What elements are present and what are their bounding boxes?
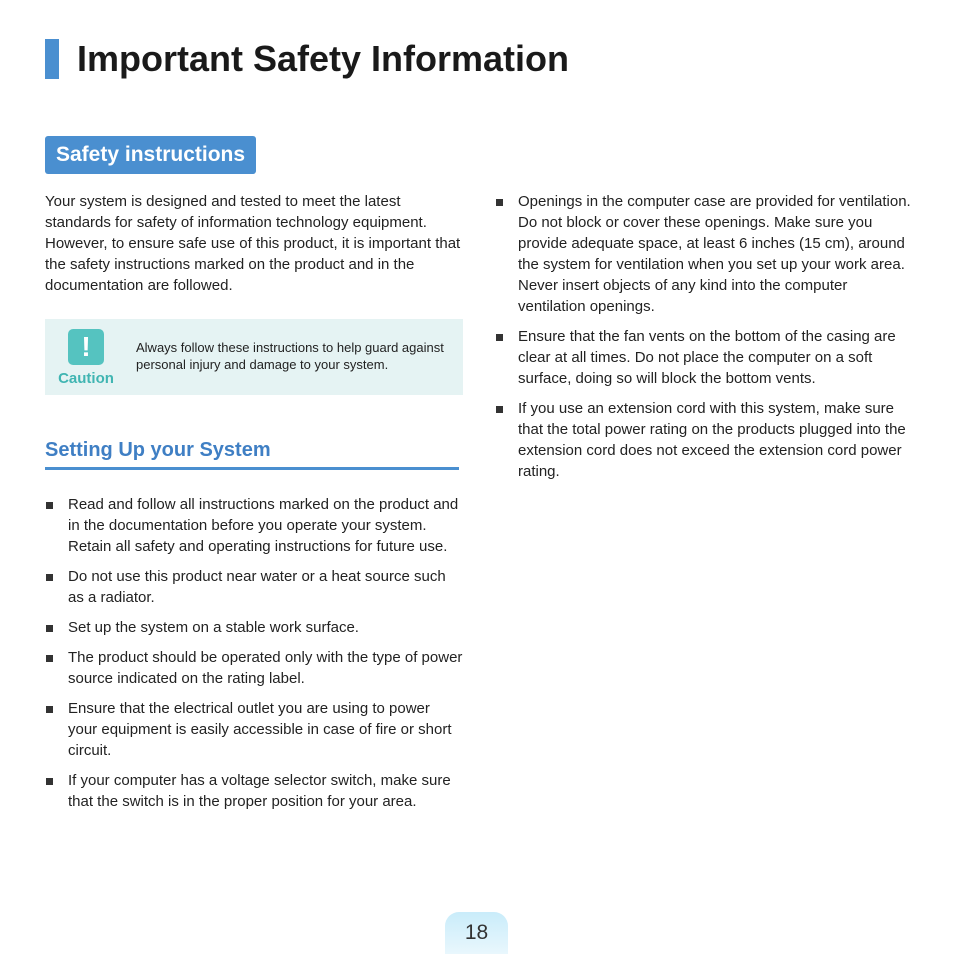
list-item: [45, 617, 463, 638]
setup-list: [45, 494, 463, 821]
list-item: [45, 770, 463, 812]
list-item: [45, 494, 463, 557]
caution-text: Always follow these instructions to help guard against personal injury and damage to your system.: [136, 340, 444, 372]
page-number: 18: [445, 912, 508, 954]
bullet-square-icon: [496, 406, 503, 413]
list-item: [495, 191, 913, 317]
list-item-text: Ensure that the fan vents on the bottom of the casing are clear at all times. Do not place the computer on a soft surface, doing so will block the bottom vents.: [518, 328, 896, 387]
list-item-text: Set up the system on a stable work surface.: [68, 619, 359, 636]
list-item: [495, 326, 913, 389]
list-item-text: Ensure that the electrical outlet you are using to power your equipment is easily accessible in case of fire or short circuit.: [68, 700, 452, 759]
exclamation-icon: !: [68, 329, 104, 365]
bullet-square-icon: [46, 502, 53, 509]
caution-label: Caution: [58, 370, 114, 387]
list-item: [45, 566, 463, 608]
list-item-text: If you use an extension cord with this system, make sure that the total power rating on the products plugged into the extension cord does not exceed the extension cord power rating.: [518, 400, 906, 480]
list-item-text: Openings in the computer case are provided for ventilation. Do not block or cover these openings. Make sure you provide adequate space, at least 6 inches (15 cm), around the system for ventilation when you set up your work area. Never insert objects of any kind into the computer ventilation openings.: [518, 193, 911, 315]
bullet-square-icon: [496, 334, 503, 341]
title-accent-bar: [45, 39, 59, 79]
list-item: [45, 647, 463, 689]
subheading-setting-up: Setting Up your System: [45, 437, 459, 470]
list-item-text: If your computer has a voltage selector switch, make sure that the switch is in the proper position for your area.: [68, 772, 451, 810]
page-title: Important Safety Information: [77, 38, 570, 79]
caution-box: [45, 319, 463, 395]
ventilation-list: [495, 191, 913, 491]
bullet-square-icon: [46, 574, 53, 581]
list-item-text: Read and follow all instructions marked on the product and in the documentation before you operate your system. Retain all safety and operating instructions for future use.: [68, 496, 459, 555]
intro-paragraph: Your system is designed and tested to meet the latest standards for safety of information technology equipment. However, to ensure safe use of this product, it is important that the safety instructions marked on the product and in the documentation are followed.: [45, 193, 461, 294]
list-item-text: Do not use this product near water or a heat source such as a radiator.: [68, 568, 446, 606]
bullet-square-icon: [46, 778, 53, 785]
bullet-square-icon: [46, 625, 53, 632]
bullet-square-icon: [46, 655, 53, 662]
list-item: [495, 398, 913, 482]
section-heading-safety-instructions: Safety instructions: [45, 136, 256, 174]
bullet-square-icon: [496, 199, 503, 206]
list-item-text: The product should be operated only with the type of power source indicated on the rating label.: [68, 649, 463, 687]
list-item: [45, 698, 463, 761]
bullet-square-icon: [46, 706, 53, 713]
